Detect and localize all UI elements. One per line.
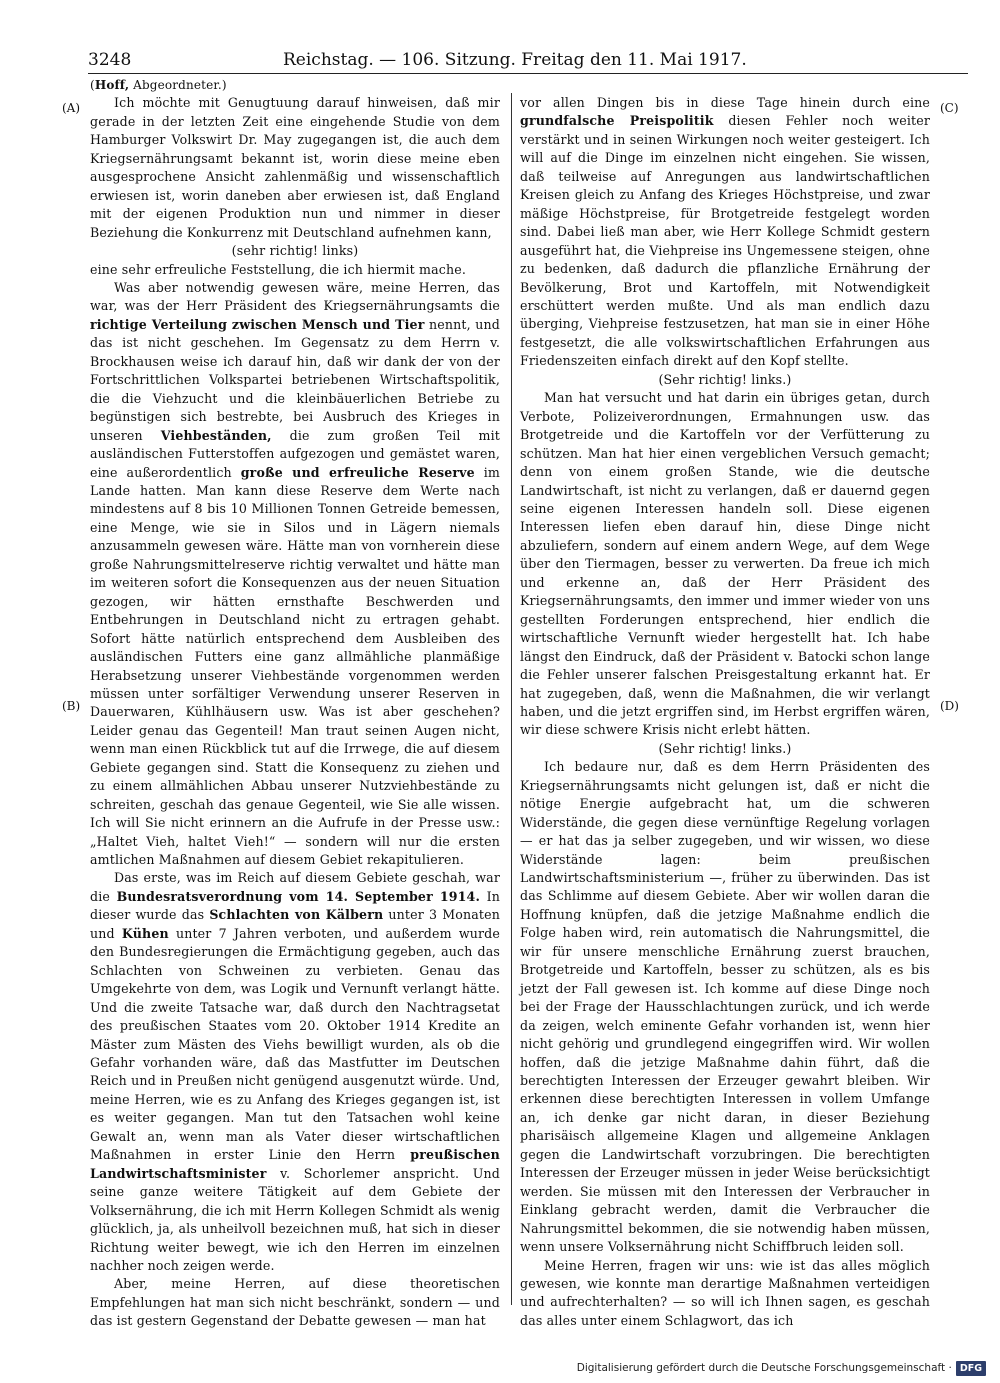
- interjection: (Sehr richtig! links.): [658, 740, 792, 756]
- emphasis: große und erfreuliche Reserve: [240, 464, 475, 480]
- paragraph: Ich möchte mit Genugtuung darauf hinweisen, daß mir gerade in der letzten Zeit eine eingehende Studie von dem Hamburger Volkswirt Dr. May zugegangen ist, die auch dem Kriegsernährungsamt bekannt ist, worin diese meine eben ausgesprochene Ansicht zahlenmäßig und wissenschaftlich erwiesen ist, worin daneben aber erwiesen ist, daß England mit der eigenen Produktion nun und nimmer in dieser Beziehung die Konkurrenz mit Deutschland aufnehmen kann,: [90, 95, 500, 240]
- speaker-line: (Hoff, Abgeordneter.): [90, 78, 227, 92]
- paragraph: eine sehr erfreuliche Feststellung, die ich hiermit mache.: [90, 261, 466, 277]
- paragraph: vor allen Dingen bis in diese Tage hinein durch eine grundfalsche Preispolitik diesen Fehler noch weiter verstärkt und in seinen Wirkungen noch weiter gesteigert. Ich will auf die Dinge im einzelnen nicht eingehen. Sie wissen, daß teilweise auf Anregungen aus landwirtschaftlichen Kreisen gleich zu Anfang des Krieges Höchstpreise, und zwar mäßige Höchstpreise, für Brotgetreide festgelegt worden sind. Dabei ließ man aber, wie Herr Kollege Schmidt gestern ausgeführt hat, die Viehpreise ins Ungemessene steigen, ohne zu bedenken, daß dadurch die pflanzliche Ernährung der Bevölkerung, Brot und Kartoffeln, mit Notwendigkeit erschüttert werden mußte. Und als man endlich dazu überging, Viehpreise festzusetzen, hat man sie in einer Höhe festgesetzt, die alle volkswirtschaftlichen Erfahrungen aus Friedenszeiten einfach direkt auf den Kopf stellte.: [520, 95, 931, 369]
- interjection: (Sehr richtig! links.): [658, 371, 792, 387]
- emphasis: Schlachten von Kälbern: [209, 907, 384, 923]
- paragraph: Das erste, was im Reich auf diesem Gebiete geschah, war die Bundesratsverordnung vom 14. September 1914. In dieser wurde das Schlachten von Kälbern unter 3 Monaten und Kühen unter 7 Jahren verboten, und außerdem wurde den Bundesregierungen die Ermächtigung gegeben, auch das Schlachten von Schweinen zu verbieten. Genau das Umgekehrte von dem, was Logik und Vernunft verlangt hätte. Und die zweite Tatsache war, daß durch den Nachtragsetat des preußischen Staates vom 20. Oktober 1914 Kredite an Mäster zum Mästen des Viehs bewilligt wurden, als ob die Gefahr vorhanden wäre, daß das Mastfutter im Deutschen Reich und in Preußen nicht genügend ausgenutzt würde. Und, meine Herren, wie es zu Anfang des Krieges gegangen ist, ist es weiter gegangen. Man tut den Tatsachen wohl keine Gewalt an, wenn man als Vater dieser wirtschaftlichen Maßnahmen in erster Linie den Herrn preußischen Landwirtschaftsminister v. Schorlemer anspricht. Und seine ganze weitere Tätigkeit auf dem Gebiete der Volksernährung, die ich mit Herrn Kollegen Schmidt als wenig glücklich, ja, als unheilvoll bezeichnen muß, hat sich in dieser Richtung weiter bewegt, wie ich den Herren im einzelnen nachher noch zeigen werde.: [90, 870, 500, 1273]
- right-column: [520, 94, 930, 1330]
- margin-mark-c: (C): [940, 101, 959, 115]
- margin-mark-b: (B): [62, 699, 81, 713]
- margin-mark-a: (A): [62, 101, 81, 115]
- paragraph: Aber, meine Herren, auf diese theoretischen Empfehlungen hat man sich nicht beschränkt, sondern — und das ist gestern Gegenstand der Debatte gewesen — man hat: [90, 1276, 500, 1329]
- margin-mark-d: (D): [940, 699, 959, 713]
- dfg-logo-icon: DFG: [956, 1361, 986, 1376]
- footer-credit: [577, 1359, 986, 1377]
- column-divider: [511, 93, 512, 1305]
- emphasis: Viehbeständen,: [160, 427, 272, 443]
- paragraph: Meine Herren, fragen wir uns: wie ist das alles möglich gewesen, wie konnte man derartige Maßnahmen verteidigen und aufrechterhalten? — so will ich Ihnen sagen, es geschah das alles unter einem Schlagwort, das ich: [520, 1257, 930, 1328]
- left-column: [90, 76, 500, 1331]
- emphasis: preußischen Landwirtschaftsminister: [90, 1147, 500, 1181]
- emphasis: richtige Verteilung zwischen Mensch und Tier: [90, 316, 425, 332]
- footer-text: Digitalisierung gefördert durch die Deutsche Forschungsgemeinschaft ·: [576, 1362, 952, 1374]
- page-header: [88, 48, 968, 72]
- paragraph: Man hat versucht und hat darin ein übriges getan, durch Verbote, Polizeiverordnungen, Ermahnungen usw. das Brotgetreide und die Kartoffeln vor der Verfütterung zu schützen. Man hat hier einen vergeblichen Versuch gemacht; denn von einem großen Stande, wie die deutsche Landwirtschaft, ist nicht zu verlangen, daß er dauernd gegen seine eigenen Interessen handeln soll. Diese eigenen Interessen liefen eben darauf hin, diese Dinge nicht abzuliefern, sondern auf einem andern Wege, auf dem Wege über den Tiermagen, besser zu verwerten. Da freue ich mich und erkenne an, daß der Herr Präsident des Kriegsernährungsamts, den immer und immer wieder von uns gestellten Forderungen entsprechend, hier endlich die wirtschaftliche Vernunft wieder hergestellt hat. Ich habe längst den Eindruck, daß der Präsident v. Batocki schon lange die Fehler unserer falschen Preisgestaltung erkannt hat. Er hat zugegeben, daß, wenn die Maßnahmen, die wir verlangt haben, und die jetzt ergriffen sind, im Herbst ergriffen wären, wir diese schwere Krisis nicht erlebt hätten.: [520, 390, 930, 738]
- running-title: Reichstag. — 106. Sitzung. Freitag den 11. Mai 1917.: [283, 50, 747, 70]
- paragraph: Ich bedaure nur, daß es dem Herrn Präsidenten des Kriegsernährungsamts nicht gelungen ist, daß er nicht die nötige Energie aufgebracht hat, um die schweren Widerstände, die gegen diese vernünftige Regelung vorlagen — er hat das ja selber zugegeben, und wir wissen, wo diese Widerstände lagen: beim preußischen Landwirtschaftsministerium —, früher zu überwinden. Das ist das Schlimme auf diesem Gebiete. Aber wir wollen daran die Hoffnung knüpfen, daß die jetzige Maßnahme endlich die Folge haben wird, rein automatisch die Nahrungsmittel, die wir für unsere menschliche Ernährung zuerst brauchen, Brotgetreide und Kartoffeln, besser zu schützen, als es bis jetzt der Fall gewesen ist. Ich komme auf diese Dinge noch bei der Frage der Hausschlachtungen zurück, und ich werde da zeigen, welch eminente Gefahr vorhanden ist, wenn hier nicht gehörig und grundlegend eingegriffen wird. Wir wollen hoffen, daß die jetzige Maßnahme dahin führt, daß die berechtigten Interessen der Erzeuger gewahrt bleiben. Wir erkennen diese berechtigten Interessen in vollem Umfange an, ich denke gar nicht daran, in dieser Beziehung pharisäisch allgemeine Klagen und allgemeine Anklagen gegen die Landwirtschaft vorzubringen. Die berechtigten Interessen der Erzeuger müssen in jeder Weise berücksichtigt werden. Sie müssen mit den Interessen der Verbraucher in Einklang gebracht werden, damit die Verbraucher die Nahrungsmittel bekommen, die sie notwendig haben müssen, wenn unsere Volksernährung nicht Schiffbruch leiden soll.: [520, 759, 930, 1255]
- speaker-role: Abgeordneter.): [129, 78, 227, 92]
- emphasis: Kühen: [121, 925, 169, 941]
- emphasis: grundfalsche Preispolitik: [520, 113, 714, 129]
- interjection: (sehr richtig! links): [231, 243, 359, 259]
- header-rule: [88, 73, 968, 74]
- page-number: 3248: [88, 50, 132, 70]
- speaker-name: Hoff,: [94, 78, 130, 92]
- emphasis: Bundesratsverordnung vom 14. September 1914.: [116, 888, 481, 904]
- paragraph: Was aber notwendig gewesen wäre, meine Herren, das war, was der Herr Präsident des Kriegsernährungsamts die richtige Verteilung zwischen Mensch und Tier nennt, und das ist nicht geschehen. Im Gegensatz zu dem Herrn v. Brockhausen weise ich darauf hin, daß wir dank der von der Fortschrittlichen Volkspartei betriebenen Wirtschaftspolitik, die die Viehzucht und die kleinbäuerlichen Betriebe zu begünstigen sich bestrebte, bei Ausbruch des Krieges in unseren Viehbeständen, die zum großen Teil mit ausländischen Futterstoffen aufgezogen und gemästet waren, eine außerordentlich große und erfreuliche Reserve im Lande hatten. Man kann diese Reserve dem Werte nach mindestens auf 8 bis 10 Millionen Tonnen Getreide bemessen, eine Menge, wie sie in Silos und in Lägern niemals anzusammeln gewesen wäre. Hätte man von vornherein diese große Nahrungsmittelreserve richtig verwaltet und hätte man im weiteren sofort die Konsequenzen aus der neuen Situation gezogen, wir hätten ernsthafte Beschwerden und Entbehrungen in Deutschland nicht zu ertragen gehabt. Sofort hätte natürlich entsprechend dem Ausbleiben des ausländischen Futters eine ganz allmähliche planmäßige Herabsetzung unserer Viehbestände vorgenommen werden müssen unter sorfältiger Verwendung unserer Reserven in Dauerwaren, Kühlhäusern usw. Was ist aber geschehen? Leider genau das Gegenteil! Man traut seinen Augen nicht, wenn man einen Rückblick tut auf die Irrwege, die auf diesem Gebiete gegangen sind. Statt die Konsequenz zu ziehen und zu einem allmählichen Abbau unserer Nutzviehbestände zu schreiten, geschah das genaue Gegenteil, wie Sie alle wissen. Ich will Sie nicht erinnern an die Aufrufe in der Presse usw.: „Haltet Vieh, haltet Vieh!“ — sondern will nur die ersten amtlichen Maßnahmen auf diesem Gebiet rekapitulieren.: [90, 279, 500, 868]
